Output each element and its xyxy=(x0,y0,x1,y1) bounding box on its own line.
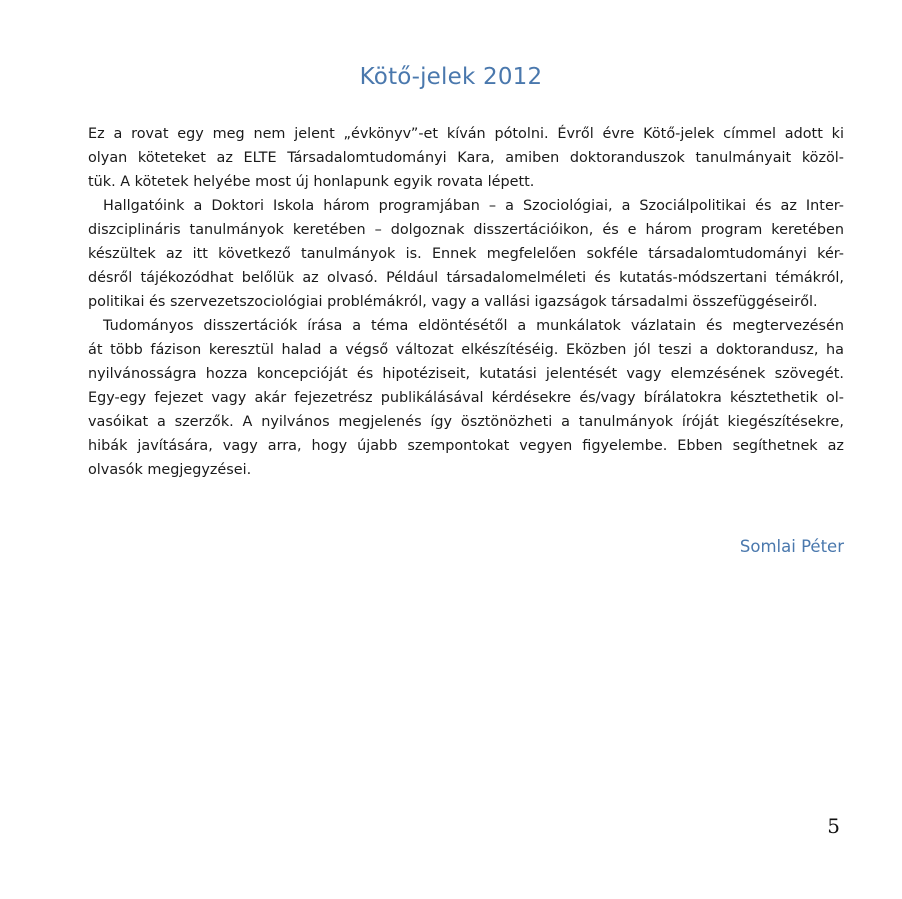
paragraph-3-line-6: hibák javítására, vagy arra, hogy újabb szempontokat vegyen figyelembe. Ebben segíthetnek az xyxy=(88,438,844,454)
paragraph-3-line-5: vasóikat a szerzők. A nyilvános megjelenés így ösztönözheti a tanulmányok íróját kiegészítésekre, xyxy=(88,414,844,430)
paragraph-3-line-7: olvasók megjegyzései. xyxy=(88,462,252,478)
paragraph-2-line-2: diszciplináris tanulmányok keretében – dolgoznak disszertációikon, és e három program keretében xyxy=(88,222,844,238)
paragraph-2-line-1: Hallgatóink a Doktori Iskola három programjában – a Szociológiai, a Szociálpolitikai és az Inter- xyxy=(103,198,844,214)
paragraph-2-line-3: készültek az itt következő tanulmányok is. Ennek megfelelően sokféle társadalomtudományi kér- xyxy=(88,246,844,262)
paragraph-2-line-4: désről tájékozódhat belőlük az olvasó. Például társadalomelméleti és kutatás-módszertani témákról, xyxy=(88,270,844,286)
page-title: Kötő-jelek 2012 xyxy=(359,64,543,90)
paragraph-2-line-5: politikai és szervezetszociológiai problémákról, vagy a vallási igazságok társadalmi összefüggéseiről. xyxy=(88,294,818,310)
paragraph-3-line-4: Egy-egy fejezet vagy akár fejezetrész publikálásával kérdésekre és/vagy bírálatokra késztethetik ol- xyxy=(88,390,844,406)
paragraph-1-line-3: tük. A kötetek helyébe most új honlapunk egyik rovata lépett. xyxy=(88,174,535,190)
paragraph-3-line-2: át több fázison keresztül halad a végső változat elkészítéséig. Eközben jól teszi a doktorandusz, ha xyxy=(88,342,844,358)
body-text xyxy=(88,122,844,482)
paragraph-1-line-2: olyan köteteket az ELTE Társadalomtudományi Kara, amiben doktoranduszok tanulmányait közöl- xyxy=(88,150,844,166)
paragraph-3-line-1: Tudományos disszertációk írása a téma eldöntésétől a munkálatok vázlatain és megtervezésén xyxy=(103,318,844,334)
paragraph-1-line-1: Ez a rovat egy meg nem jelent „évkönyv”-et kíván pótolni. Évről évre Kötő-jelek címmel adott ki xyxy=(88,126,844,142)
author-signature: Somlai Péter xyxy=(739,537,844,556)
page-number: 5 xyxy=(827,814,840,838)
paragraph-3-line-3: nyilvánosságra hozza koncepcióját és hipotéziseit, kutatási jelentését vagy elemzésének szövegét. xyxy=(88,366,844,382)
